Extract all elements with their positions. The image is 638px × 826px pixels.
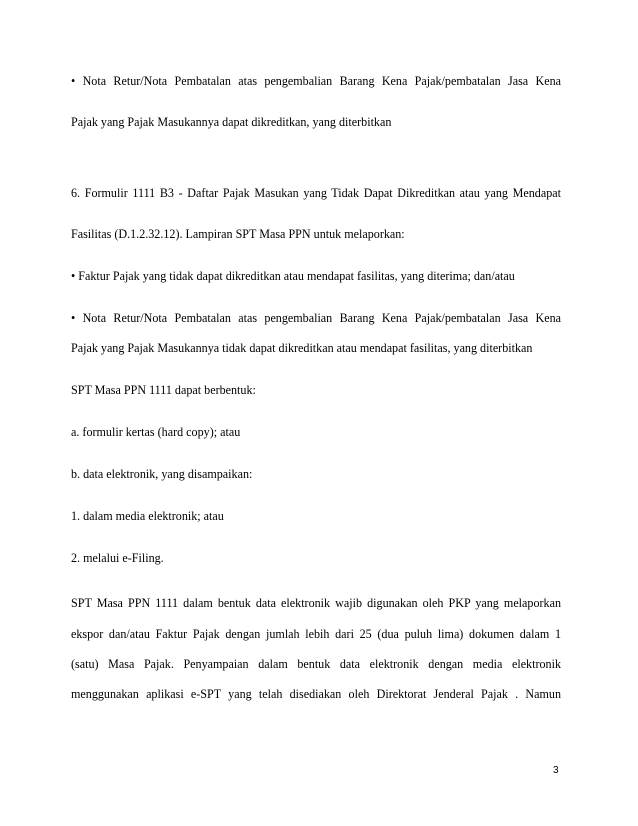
text-line: 1. dalam media elektronik; atau [71,509,224,523]
text-line: Pajak yang Pajak Masukannya dapat dikreditkan, yang diterbitkan [71,115,392,129]
text-line: • Faktur Pajak yang tidak dapat dikreditkan atau mendapat fasilitas, yang diterima; dan/atau [71,269,515,283]
text-line: (satu) Masa Pajak. Penyampaian dalam bentuk data elektronik dengan media elektronik [71,657,561,671]
text-line: • Nota Retur/Nota Pembatalan atas pengembalian Barang Kena Pajak/pembatalan Jasa Kena [71,74,561,88]
text-line: b. data elektronik, yang disampaikan: [71,467,253,481]
text-line: Fasilitas (D.1.2.32.12). Lampiran SPT Masa PPN untuk melaporkan: [71,227,405,241]
text-line: menggunakan aplikasi e-SPT yang telah disediakan oleh Direktorat Jenderal Pajak . Namun [71,687,561,701]
text-line: a. formulir kertas (hard copy); atau [71,425,241,439]
text-line: 6. Formulir 1111 B3 - Daftar Pajak Masukan yang Tidak Dapat Dikreditkan atau yang Mendapat [71,186,561,200]
text-line: 2. melalui e-Filing. [71,551,164,565]
text-line: SPT Masa PPN 1111 dapat berbentuk: [71,383,256,397]
text-line: • Nota Retur/Nota Pembatalan atas pengembalian Barang Kena Pajak/pembatalan Jasa Kena [71,311,561,325]
text-line: ekspor dan/atau Faktur Pajak dengan jumlah lebih dari 25 (dua puluh lima) dokumen dalam 1 [71,627,561,641]
page-number: 3 [553,765,559,776]
text-line: Pajak yang Pajak Masukannya tidak dapat dikreditkan atau mendapat fasilitas, yang diterbitkan [71,341,533,355]
text-line: SPT Masa PPN 1111 dalam bentuk data elektronik wajib digunakan oleh PKP yang melaporkan [71,596,561,610]
